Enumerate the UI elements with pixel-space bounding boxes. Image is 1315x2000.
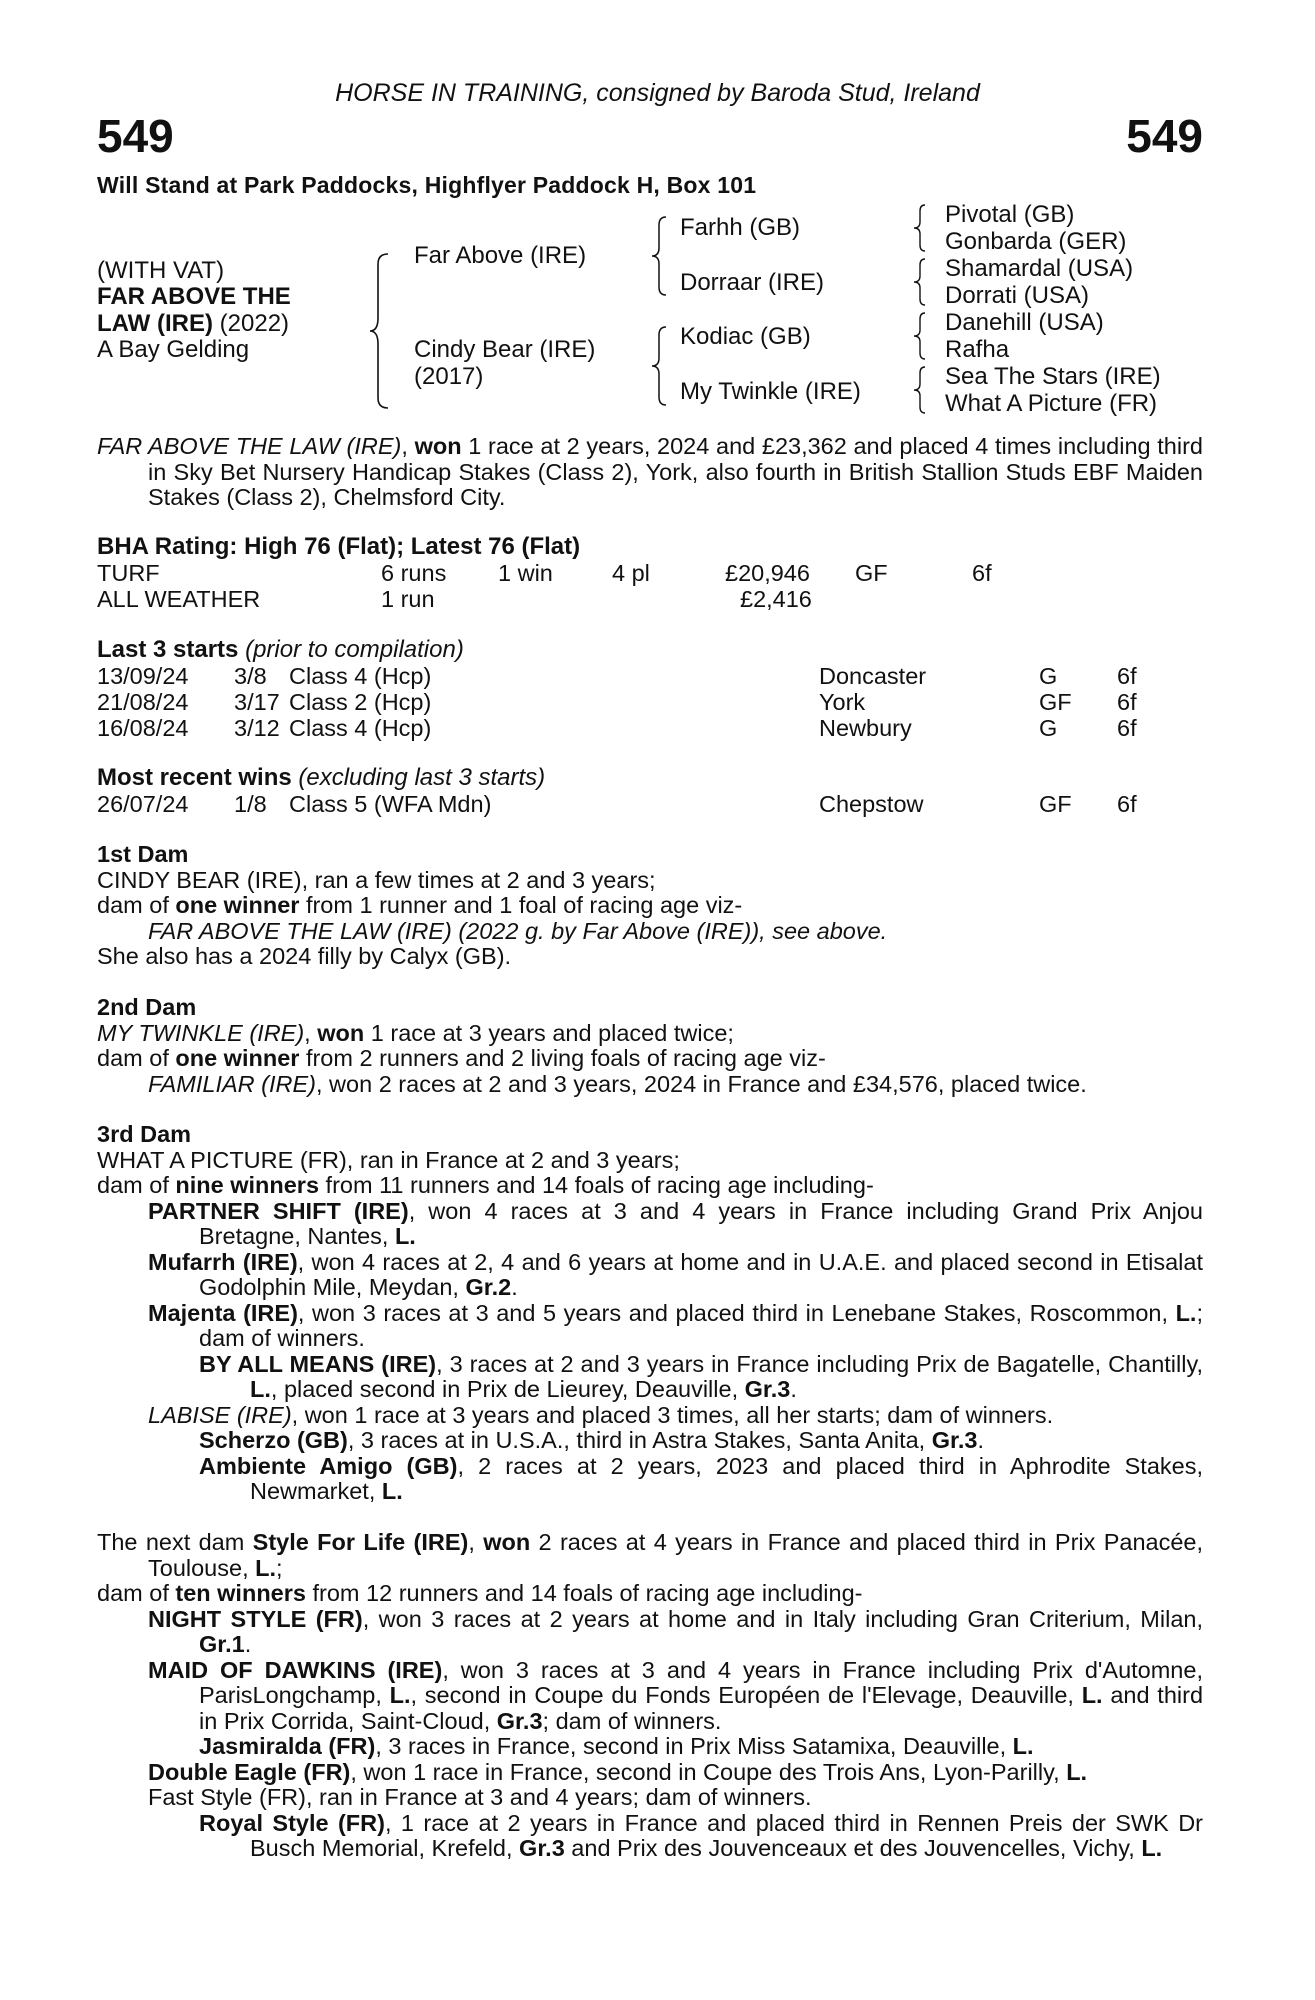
progeny-name: NIGHT STYLE (FR) xyxy=(148,1605,363,1632)
summary-sep: , xyxy=(401,433,415,459)
text: and Prix des Jouvenceaux et des Jouvencelles, Vichy, xyxy=(564,1835,1142,1861)
going: GF xyxy=(1039,689,1072,715)
consignor-heading: HORSE IN TRAINING, consigned by Baroda Stud, Ireland xyxy=(335,79,980,107)
progeny-name: Ambiente Amigo (GB) xyxy=(199,1452,458,1479)
distance: 6f xyxy=(1117,715,1137,741)
progeny-entry xyxy=(97,1760,1203,1786)
winners-count: one winner xyxy=(175,892,300,918)
third-dam-line1: WHAT A PICTURE (FR), ran in France at 2 and 3 years; xyxy=(97,1146,680,1173)
recent-wins-note: (excluding last 3 starts) xyxy=(291,764,546,791)
next-dam-line2 xyxy=(97,1581,1203,1607)
position: 3/17 xyxy=(234,689,280,715)
dam-brace xyxy=(650,325,670,407)
horse-name-line2-bold: LAW (IRE) xyxy=(97,310,213,337)
race-class: Class 5 (WFA Mdn) xyxy=(289,791,492,817)
progeny-entry xyxy=(97,1301,1203,1352)
course: Doncaster xyxy=(819,663,927,689)
horse-foaling-year: (2022) xyxy=(212,310,290,337)
progeny-name: Majenta (IRE) xyxy=(148,1299,298,1326)
offspring-name: FAMILIAR (IRE) xyxy=(148,1070,316,1097)
vat-note: (WITH VAT) xyxy=(97,257,225,284)
sire-dam: Dorraar (IRE) xyxy=(680,269,825,296)
progeny-name: Royal Style (FR) xyxy=(199,1809,385,1836)
g3-shamardal: Shamardal (USA) xyxy=(945,255,1134,282)
summary-text: 1 race at 2 years, 2024 and £23,362 and placed 4 times including third in Sky Bet Nursery Handicap Stakes (Class 2), York, also fourth in British Stallion Studs EBF Maiden Stakes (Class 2), Chelmsford City. xyxy=(148,433,1203,510)
g3-brace-4 xyxy=(912,365,928,415)
next-dam-line1 xyxy=(97,1530,1203,1581)
progeny-entry xyxy=(97,1734,1203,1760)
date: 16/08/24 xyxy=(97,715,189,741)
grade: L. xyxy=(250,1376,271,1402)
course: York xyxy=(819,689,866,715)
progeny-name: Scherzo (GB) xyxy=(199,1427,348,1453)
progeny-entry xyxy=(97,1428,1203,1454)
progeny-name: Mufarrh (IRE) xyxy=(148,1248,298,1275)
g3-rafha: Rafha xyxy=(945,336,1010,363)
progeny-entry xyxy=(97,1352,1203,1403)
position: 3/8 xyxy=(234,663,267,689)
summary-horse-name: FAR ABOVE THE LAW (IRE) xyxy=(97,433,402,459)
grade: L. xyxy=(389,1682,411,1708)
text: , won 3 races at 2 years at home and in Italy including Gran Criterium, Milan, xyxy=(362,1605,1203,1632)
text: , won 4 races at 2, 4 and 6 years at home and in U.A.E. and placed second in Etisalat Godolphin Mile, Meydan, xyxy=(199,1248,1203,1300)
second-dam-heading: 2nd Dam xyxy=(97,994,197,1020)
progeny-name: PARTNER SHIFT (IRE) xyxy=(148,1197,409,1224)
g3-what-a-picture: What A Picture (FR) xyxy=(945,390,1158,417)
dam-name: Style For Life (IRE) xyxy=(252,1529,469,1555)
last-starts-title: Last 3 starts xyxy=(97,636,239,663)
next-dam-section xyxy=(97,1530,1203,1862)
dam-dam: My Twinkle (IRE) xyxy=(680,378,861,405)
progeny-entry xyxy=(97,1199,1203,1250)
second-dam-section xyxy=(97,995,1203,1097)
first-dam-line1: CINDY BEAR (IRE), ran a few times at 2 and 3 years; xyxy=(97,866,656,893)
course: Chepstow xyxy=(819,791,924,817)
grade: L. xyxy=(1081,1682,1103,1708)
text: , won 3 races at 3 and 5 years and placed third in Lenebane Stakes, Roscommon, xyxy=(297,1299,1176,1326)
progeny-name: LABISE (IRE) xyxy=(148,1401,292,1428)
g3-sea-the-stars: Sea The Stars (IRE) xyxy=(945,363,1161,390)
text: , 2 races at 2 years, 2023 and placed third in Aphrodite Stakes, Newmarket, xyxy=(250,1452,1203,1504)
horse-name-line2 xyxy=(97,311,289,337)
text: from 11 runners and 14 foals of racing age including- xyxy=(319,1172,874,1198)
text: , won 4 races at 3 and 4 years in France including Grand Prix Anjou Bretagne, Nantes, xyxy=(199,1197,1203,1249)
race-class: Class 4 (Hcp) xyxy=(289,715,432,741)
g3-dorrati: Dorrati (USA) xyxy=(945,282,1090,309)
third-dam-section xyxy=(97,1122,1203,1505)
text: ; dam of winners. xyxy=(542,1707,722,1734)
sire-brace xyxy=(650,215,670,297)
text: , 3 races in France, second in Prix Miss Satamixa, Deauville, xyxy=(375,1733,1013,1759)
grade: Gr.2 xyxy=(465,1274,512,1300)
g3-pivotal: Pivotal (GB) xyxy=(945,201,1075,228)
winners-count: nine winners xyxy=(175,1172,320,1198)
text: . xyxy=(790,1376,797,1402)
progeny-entry xyxy=(97,1403,1203,1429)
distance: 6f xyxy=(1117,791,1137,817)
dam-line1: Cindy Bear (IRE) xyxy=(414,336,596,363)
grade: Gr.3 xyxy=(519,1835,565,1861)
runs: 6 runs xyxy=(381,560,447,586)
prize: £2,416 xyxy=(740,586,812,612)
date: 26/07/24 xyxy=(97,791,189,817)
text: , xyxy=(468,1529,484,1555)
going: G xyxy=(1039,663,1058,689)
g3-brace-3 xyxy=(912,311,928,361)
progeny-name: MAID OF DAWKINS (IRE) xyxy=(148,1656,443,1683)
date: 21/08/24 xyxy=(97,689,189,715)
runs: 1 run xyxy=(381,586,435,612)
wins: 1 win xyxy=(498,560,553,586)
progeny-entry xyxy=(97,1658,1203,1735)
rating-row-all-weather xyxy=(97,586,1207,612)
second-dam-line3 xyxy=(97,1072,1203,1098)
grade: Gr.3 xyxy=(496,1707,543,1734)
text: . xyxy=(511,1274,518,1300)
third-dam-line2 xyxy=(97,1173,1203,1199)
distance: 6f xyxy=(972,560,992,586)
second-dam-line2 xyxy=(97,1046,1203,1072)
g3-brace-2 xyxy=(912,257,928,307)
course: Newbury xyxy=(819,715,912,741)
last-starts-note: (prior to compilation) xyxy=(238,636,464,663)
winners-count: one winner xyxy=(175,1045,300,1071)
text: , won 2 races at 2 and 3 years, 2024 in France and £34,576, placed twice. xyxy=(316,1070,1087,1097)
text: , second in Coupe du Fonds Européen de l'Elevage, Deauville, xyxy=(410,1682,1082,1708)
first-dam-line4: She also has a 2024 filly by Calyx (GB). xyxy=(97,943,512,969)
text: dam of xyxy=(97,1172,176,1198)
placed: 4 pl xyxy=(612,560,650,586)
win-row xyxy=(97,791,1207,817)
text: , won 1 race in France, second in Coupe des Trois Ans, Lyon-Parilly, xyxy=(350,1758,1067,1785)
grade: L. xyxy=(1175,1299,1197,1326)
recent-wins-title: Most recent wins xyxy=(97,764,292,791)
dam-line2: (2017) xyxy=(414,363,484,390)
start-row xyxy=(97,663,1207,689)
first-dam-heading: 1st Dam xyxy=(97,841,189,867)
progeny-entry xyxy=(97,1250,1203,1301)
lot-number-right: 549 xyxy=(1126,110,1203,162)
going: G xyxy=(1039,715,1058,741)
horse-description: A Bay Gelding xyxy=(97,336,250,363)
race-class: Class 4 (Hcp) xyxy=(289,663,432,689)
progeny-entry xyxy=(97,1607,1203,1658)
grade: L. xyxy=(381,1478,403,1504)
text: dam of xyxy=(97,1580,176,1606)
grade: Gr.3 xyxy=(931,1427,978,1453)
progeny-name: BY ALL MEANS (IRE) xyxy=(199,1350,437,1377)
grade: L. xyxy=(1012,1733,1034,1759)
grade: Gr.1 xyxy=(199,1631,245,1657)
text: from 2 runners and 2 living foals of racing age viz- xyxy=(299,1045,826,1071)
text: , 1 race at 2 years in France and placed third in Rennen Preis der SWK Dr Busch Memorial, Krefeld, xyxy=(250,1809,1203,1861)
second-dam-line1 xyxy=(97,1021,1203,1047)
surface: ALL WEATHER xyxy=(97,586,261,612)
prize: £20,946 xyxy=(725,560,810,586)
sire-sire: Farhh (GB) xyxy=(680,214,801,241)
text: dam of xyxy=(97,892,176,918)
recent-wins-heading xyxy=(97,765,545,791)
sire: Far Above (IRE) xyxy=(414,242,587,269)
text: , xyxy=(304,1019,318,1046)
rating-row-turf xyxy=(97,560,1207,586)
start-row xyxy=(97,715,1207,741)
start-row xyxy=(97,689,1207,715)
grade: Gr.3 xyxy=(744,1376,791,1402)
won: won xyxy=(483,1529,531,1555)
progeny-name: Jasmiralda (FR) xyxy=(199,1733,376,1759)
surface: TURF xyxy=(97,560,160,586)
g3-gonbarda: Gonbarda (GER) xyxy=(945,228,1127,255)
third-dam-heading: 3rd Dam xyxy=(97,1121,192,1147)
grade: L. xyxy=(255,1554,277,1581)
text: 2 races at 4 years in France and placed third in Prix Panacée, Toulouse, xyxy=(148,1529,1204,1581)
text: . xyxy=(244,1631,252,1657)
text: . xyxy=(977,1427,984,1453)
position: 1/8 xyxy=(234,791,267,817)
summary-won: won xyxy=(414,433,462,459)
dam-name: MY TWINKLE (IRE) xyxy=(97,1019,305,1046)
grade: L. xyxy=(1066,1758,1088,1785)
stabling-location: Will Stand at Park Paddocks, Highflyer Paddock H, Box 101 xyxy=(97,172,757,198)
text: , 3 races at 2 and 3 years in France including Prix de Bagatelle, Chantilly, xyxy=(436,1350,1203,1377)
text: dam of xyxy=(97,1045,176,1071)
lot-number-left: 549 xyxy=(97,110,174,162)
text: ; dam of winners. xyxy=(199,1299,1203,1351)
first-dam-line3: FAR ABOVE THE LAW (IRE) (2022 g. by Far Above (IRE)), see above. xyxy=(148,917,888,944)
text: , 3 races at in U.S.A., third in Astra Stakes, Santa Anita, xyxy=(347,1427,932,1453)
text: , placed second in Prix de Lieurey, Deauville, xyxy=(270,1376,745,1402)
dam-sire: Kodiac (GB) xyxy=(680,323,811,350)
text: from 1 runner and 1 foal of racing age viz- xyxy=(299,892,743,918)
g3-danehill: Danehill (USA) xyxy=(945,309,1104,336)
grade: L. xyxy=(1141,1835,1163,1861)
distance: 6f xyxy=(1117,663,1137,689)
horse-name-line1: FAR ABOVE THE xyxy=(97,283,291,310)
progeny-entry xyxy=(97,1811,1203,1862)
text: 1 race at 3 years and placed twice; xyxy=(364,1019,734,1046)
position: 3/12 xyxy=(234,715,280,741)
progeny-entry: Fast Style (FR), ran in France at 3 and 4 years; dam of winners. xyxy=(148,1784,812,1810)
bha-rating-heading: BHA Rating: High 76 (Flat); Latest 76 (Flat) xyxy=(97,533,581,560)
won: won xyxy=(317,1019,365,1046)
date: 13/09/24 xyxy=(97,663,189,689)
going: GF xyxy=(855,560,888,586)
first-dam-section xyxy=(97,842,1203,970)
text: ; xyxy=(276,1554,283,1581)
pedigree-brace-main xyxy=(368,252,394,410)
going: GF xyxy=(1039,791,1072,817)
last-starts-heading xyxy=(97,637,464,663)
text: , won 1 race at 3 years and placed 3 times, all her starts; dam of winners. xyxy=(291,1401,1054,1428)
g3-brace-1 xyxy=(912,203,928,253)
text: and third in Prix Corrida, Saint-Cloud, xyxy=(199,1682,1204,1734)
progeny-entry xyxy=(97,1454,1203,1505)
progeny-name: Double Eagle (FR) xyxy=(148,1758,351,1785)
distance: 6f xyxy=(1117,689,1137,715)
winners-count: ten winners xyxy=(175,1580,306,1606)
grade: L. xyxy=(394,1223,416,1249)
first-dam-line2 xyxy=(97,893,1203,919)
text: The next dam xyxy=(97,1529,253,1555)
text: from 12 runners and 14 foals of racing age including- xyxy=(305,1580,863,1606)
race-summary xyxy=(97,434,1203,511)
text: , won 3 races at 3 and 4 years in France including Prix d'Automne, ParisLongchamp, xyxy=(199,1656,1203,1708)
race-class: Class 2 (Hcp) xyxy=(289,689,432,715)
